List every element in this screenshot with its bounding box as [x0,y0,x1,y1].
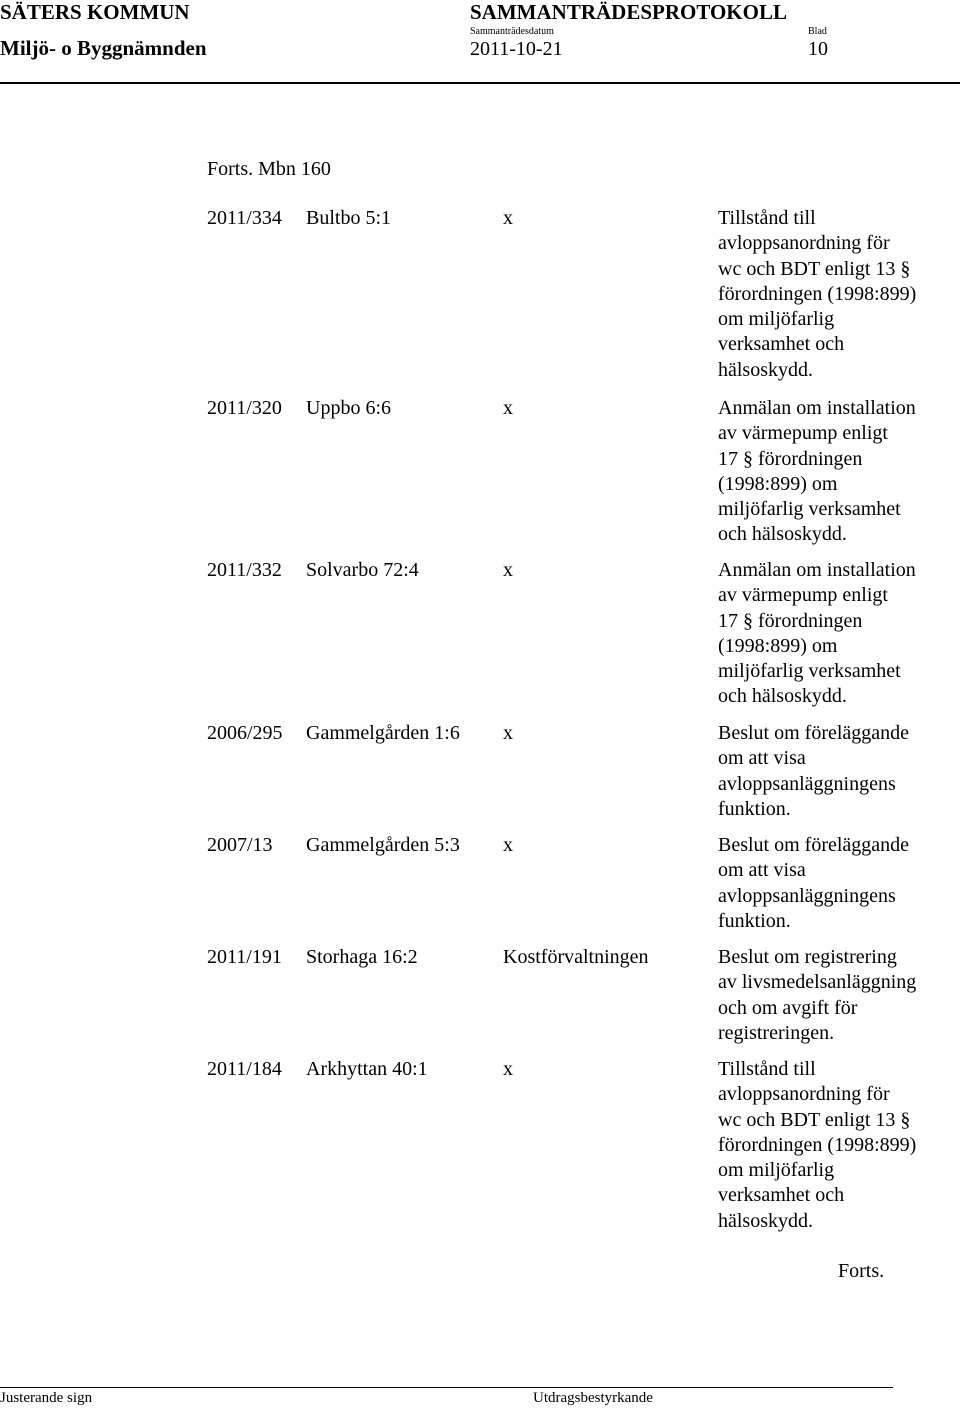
description-line: om miljöfarlig [718,1159,835,1182]
case-reference: x [503,559,513,581]
description-line: miljöfarlig verksamhet [718,660,901,683]
case-description [718,1057,916,1234]
description-line: Tillstånd till [718,1058,816,1080]
case-reference: x [503,834,513,856]
property-name: Uppbo 6:6 [306,397,391,419]
property-name: Storhaga 16:2 [306,946,418,968]
case-description [718,396,916,548]
description-line: (1998:899) om [718,634,838,657]
description-line: och hälsoskydd. [718,685,847,708]
description-line: hälsoskydd. [718,358,813,381]
description-line: funktion. [718,909,791,932]
description-line: verksamhet och [718,1184,845,1207]
description-line: om miljöfarlig [718,308,835,331]
description-line: avloppsanordning för [718,232,890,255]
case-reference: x [503,722,513,744]
case-description [718,833,909,934]
sign-label: Justerande sign [0,1390,93,1406]
description-line: och om avgift för [718,996,858,1019]
case-number: 2011/334 [207,207,282,229]
case-description [718,945,916,1046]
header-rule [0,82,960,84]
description-line: wc och BDT enligt 13 § [718,1108,911,1131]
description-line: 17 § förordningen [718,447,863,470]
case-reference: Kostförvaltningen [503,946,649,968]
description-line: hälsoskydd. [718,1209,813,1232]
footer-rule [0,1387,893,1388]
case-number: 2007/13 [207,834,273,856]
page-number: 10 [808,38,828,60]
description-line: 17 § förordningen [718,609,863,632]
meeting-date: 2011-10-21 [470,38,563,60]
description-line: Beslut om föreläggande [718,722,910,744]
case-description [718,558,916,710]
document-type: SAMMANTRÄDESPROTOKOLL [470,0,787,24]
case-reference: x [503,1058,513,1080]
description-line: Beslut om föreläggande [718,834,910,856]
case-reference: x [503,207,513,229]
description-line: verksamhet och [718,333,845,356]
org-name: SÄTERS KOMMUN [0,0,190,24]
description-line: om att visa [718,859,806,882]
description-line: wc och BDT enligt 13 § [718,257,911,280]
case-description [718,721,909,822]
property-name: Arkhyttan 40:1 [306,1058,428,1080]
description-line: Anmälan om installation [718,559,916,581]
property-name: Gammelgården 1:6 [306,722,460,744]
description-line: om att visa [718,747,806,770]
property-name: Bultbo 5:1 [306,207,392,229]
description-line: Beslut om registrering [718,946,897,968]
case-number: 2011/320 [207,397,282,419]
description-line: avloppsanordning för [718,1083,890,1106]
description-line: (1998:899) om [718,472,838,495]
description-line: av livsmedelsanläggning [718,971,917,994]
description-line: avloppsanläggningens [718,884,896,907]
case-number: 2006/295 [207,722,283,744]
description-line: registreringen. [718,1021,835,1044]
description-line: och hälsoskydd. [718,523,847,546]
property-name: Gammelgården 5:3 [306,834,460,856]
case-number: 2011/332 [207,559,282,581]
section-heading: Forts. Mbn 160 [207,158,331,180]
description-line: Anmälan om installation [718,397,916,419]
case-description [718,206,916,383]
description-line: förordningen (1998:899) [718,282,917,305]
case-number: 2011/191 [207,946,282,968]
case-number: 2011/184 [207,1058,282,1080]
continuation-note: Forts. [838,1260,885,1282]
description-line: funktion. [718,797,791,820]
description-line: förordningen (1998:899) [718,1133,917,1156]
description-line: av värmepump enligt [718,422,888,445]
property-name: Solvarbo 72:4 [306,559,419,581]
description-line: av värmepump enligt [718,584,888,607]
description-line: miljöfarlig verksamhet [718,498,901,521]
extract-label: Utdragsbestyrkande [533,1390,653,1406]
date-label: Sammanträdesdatum [470,26,554,37]
case-reference: x [503,397,513,419]
description-line: Tillstånd till [718,207,816,229]
committee-name: Miljö- o Byggnämnden [0,36,207,60]
description-line: avloppsanläggningens [718,772,896,795]
page-label: Blad [808,26,827,37]
